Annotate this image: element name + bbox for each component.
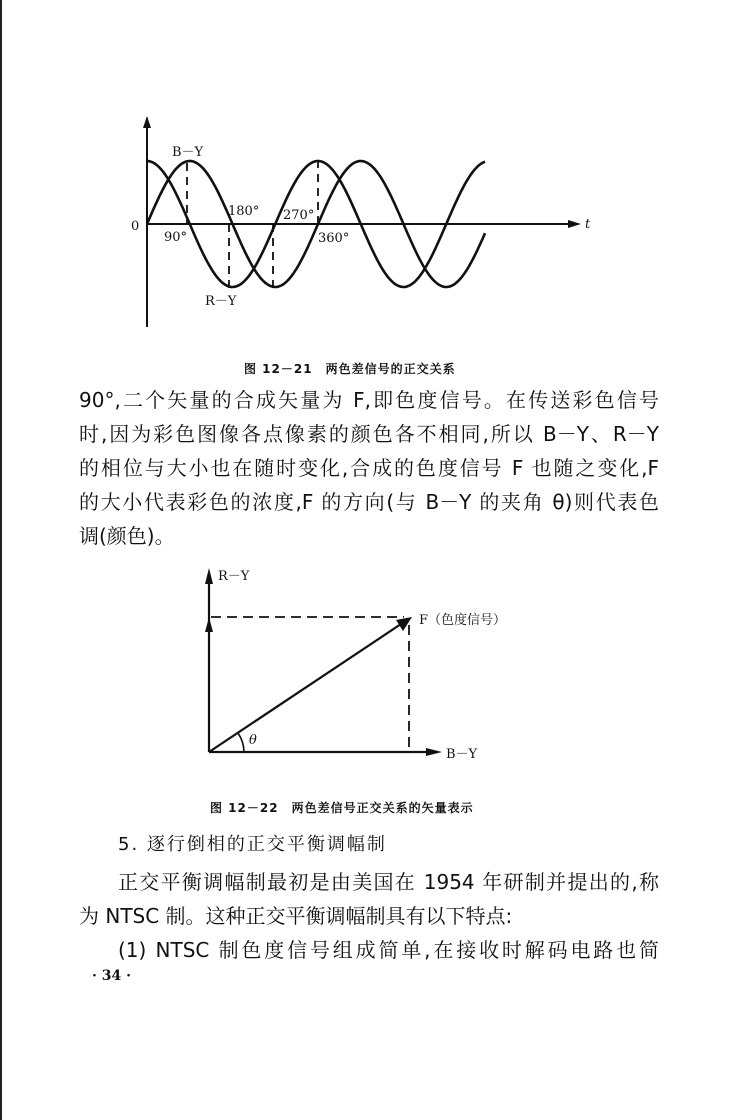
vector-f: [209, 622, 404, 752]
figure-12-22-caption: 图 12－22 两色差信号正交关系的矢量表示: [210, 801, 474, 815]
paragraph-2-line-1: 正交平衡调幅制最初是由美国在 1954 年研制并提出的,称: [118, 870, 659, 894]
page-number: · 34 ·: [92, 968, 131, 984]
label-b-y: B－Y: [172, 145, 204, 160]
label-r-y-vector: R－Y: [218, 569, 250, 584]
label-180: 180°: [228, 204, 260, 219]
label-f-chroma: F（色度信号）: [419, 613, 507, 628]
label-t: t: [585, 217, 591, 232]
paragraph-1-line-4: 的大小代表彩色的浓度,F 的方向(与 B－Y 的夹角 θ)则代表色: [79, 490, 659, 514]
label-b-y-vector: B－Y: [446, 747, 478, 762]
r-y-component-arrow: [205, 617, 213, 632]
paragraph-1-line-5: 调(颜色)。: [79, 524, 175, 548]
figure-12-21-caption: 图 12－21 两色差信号的正交关系: [244, 362, 456, 376]
paragraph-1-line-2: 时,因为彩色图像各点像素的颜色各不相同,所以 B－Y、R－Y: [79, 422, 659, 446]
section-heading: 5. 逐行倒相的正交平衡调幅制: [118, 834, 387, 855]
label-90: 90°: [164, 230, 188, 245]
label-r-y: R－Y: [205, 294, 237, 309]
paragraph-1-line-3: 的相位与大小也在随时变化,合成的色度信号 F 也随之变化,F: [79, 456, 659, 480]
r-y-axis-arrow: [205, 568, 213, 584]
theta-arc: [238, 733, 244, 752]
label-zero: 0: [131, 219, 140, 234]
paragraph-2-line-3: (1) NTSC 制色度信号组成简单,在接收时解码电路也简: [118, 938, 659, 962]
b-y-axis-arrow: [426, 748, 442, 756]
label-360: 360°: [318, 231, 350, 246]
paragraph-2-line-2: 为 NTSC 制。这种正交平衡调幅制具有以下特点:: [79, 904, 513, 928]
label-270: 270°: [283, 208, 315, 223]
label-theta: θ: [249, 733, 257, 748]
paragraph-1-line-1: 90°,二个矢量的合成矢量为 F,即色度信号。在传送彩色信号: [79, 388, 659, 412]
